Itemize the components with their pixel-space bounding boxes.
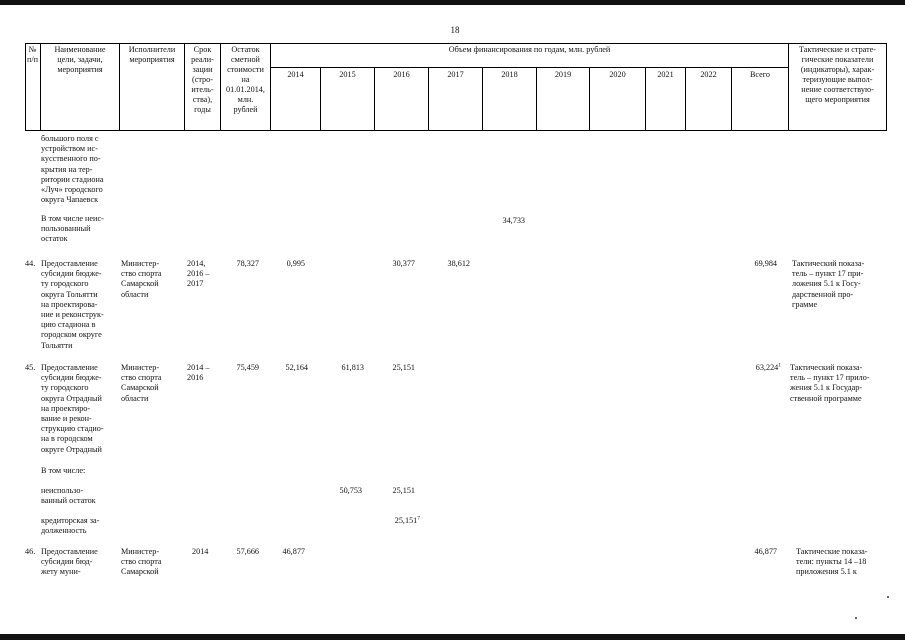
row-payable-name: кредиторская за- долженность (41, 516, 100, 536)
row-payable-2016 (358, 516, 420, 526)
row-45-indicator: Тактический показа- тель – пункт 17 прило- жения 5.1 к Государ- ственной программе (790, 363, 870, 403)
row-46-indicator: Тактические показа- тели: пункты 14 –18 приложения 5.1 к (796, 547, 868, 577)
row-including-name: В том числе: (41, 466, 86, 475)
header-year-2018: 2018 (501, 70, 518, 79)
row-45-2016: 25,151 (392, 363, 415, 372)
row-unused-name: неиспользо- ванный остаток (41, 486, 96, 506)
row-45-2015: 61,813 (341, 363, 364, 372)
header-year-2019: 2019 (554, 70, 572, 79)
row-46-remainder: 57,666 (236, 547, 259, 556)
row-44-total: 69,984 (754, 259, 777, 268)
row-payable-2016-value: 25,151 (394, 516, 418, 525)
row-46-term: 2014 (192, 547, 209, 556)
scan-speck (855, 617, 857, 619)
row-45-executor: Министер- ство спорта Самарской области (121, 363, 162, 403)
row-45-total (719, 363, 781, 373)
header-total: Всего (749, 70, 771, 79)
header-year-2021: 2021 (657, 70, 674, 79)
row-44-name: Предоставление субсидии бюдже- ту городского округа Тольятти на проектирова- ние и реконструк- цию стадиона в городском округе Тольятти (41, 259, 104, 350)
row-unused-remainder-name: В том числе неис- пользованный остаток (41, 214, 104, 244)
row-46-no: 46. (25, 547, 36, 556)
header-year-2022: 2022 (700, 70, 717, 79)
scan-speck (887, 596, 889, 598)
scan-top-border (0, 0, 905, 5)
row-44-indicator: Тактический показа- тель – пункт 17 при- ложения 5.1 к Госу- дарственной про- грамме (792, 259, 865, 309)
header-year-2016: 2016 (393, 70, 410, 79)
header-year-2014: 2014 (287, 70, 304, 79)
row-45-total-footnote: 1 (778, 362, 781, 369)
row-44-executor: Министер- ство спорта Самарской области (121, 259, 162, 299)
row-44-2017: 38,612 (447, 259, 470, 268)
table-header (25, 43, 887, 130)
row-45-2014: 52,164 (285, 363, 308, 372)
row-unused-2016: 25,151 (392, 486, 415, 495)
row-45-term: 2014 – 2016 (187, 363, 210, 383)
row-unused-remainder-2018: 34,733 (502, 216, 525, 225)
header-name: Наименование цели, задачи, мероприятия (54, 45, 106, 74)
header-year-2020: 2020 (609, 70, 626, 79)
row-46-executor: Министер- ство спорта Самарской (121, 547, 162, 577)
row-44-2014: 0,995 (286, 259, 305, 268)
header-no: № п/п (26, 45, 39, 64)
row-payable-2016-footnote: 7 (417, 515, 420, 522)
scan-bottom-border (0, 634, 905, 640)
row-44-2016: 30,377 (392, 259, 415, 268)
row-44-remainder: 78,327 (236, 259, 259, 268)
row-46-total: 46,877 (754, 547, 777, 556)
row-44-no: 44. (25, 259, 36, 268)
header-indicators: Тактические и страте- гические показатели (индикаторы), харак- теризующие выпол- нение соответствую- щего мероприятия (798, 45, 877, 104)
row-45-no: 45. (25, 363, 36, 372)
row-45-total-value: 63,224 (755, 363, 779, 372)
header-term: Срок реали- зации (стро- итель- ства), годы (191, 45, 214, 114)
row-45-remainder: 75,459 (236, 363, 259, 372)
row-continuation-name: большого поля с устройством ис- кусственного по- крытия на тер- ритории стадиона «Луч» городского округа Чапаевск (41, 134, 104, 205)
row-unused-2015: 50,753 (339, 486, 362, 495)
header-year-2015: 2015 (339, 70, 356, 79)
row-45-name: Предоставление субсидии бюдже- ту городского округа Отрадный на проектиро- вание и рекон- струкцию стадио- на в городском округе Отрадный (41, 363, 104, 454)
row-46-2014: 46,877 (282, 547, 305, 556)
header-financing: Объем финансирования по годам, млн. рублей (448, 45, 611, 54)
header-executors: Исполнители мероприятия (128, 45, 176, 64)
row-46-name: Предоставление субсидии бюд- жету муни- (41, 547, 98, 577)
header-remainder: Остаток сметной стоимости на 01.01.2014, млн. рублей (226, 45, 265, 114)
header-year-2017: 2017 (447, 70, 464, 79)
row-44-term: 2014, 2016 – 2017 (187, 259, 210, 289)
page-number: 18 (450, 25, 460, 35)
